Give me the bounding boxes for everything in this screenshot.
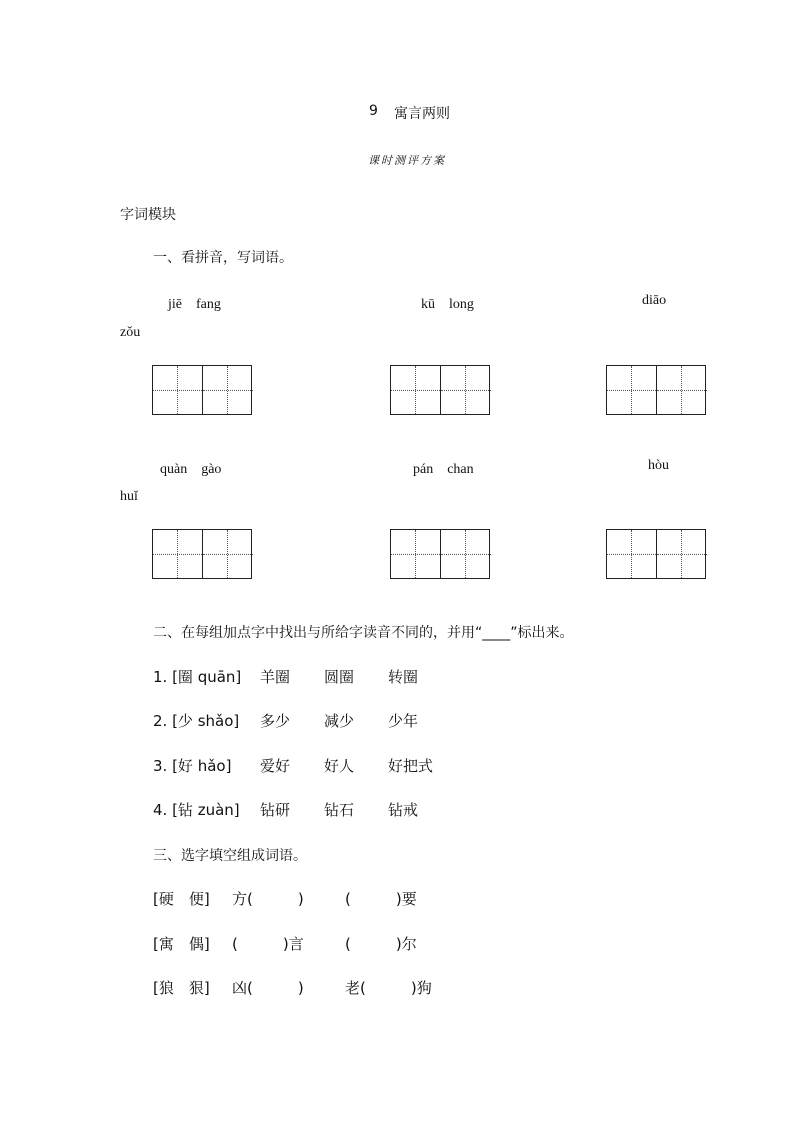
section1-heading: 一、看拼音，写词语。 — [153, 250, 293, 266]
pinyin-pan-chan: pán chan — [413, 462, 474, 477]
pinyin-hui: huǐ — [120, 489, 138, 504]
section2-heading: 二、在每组加点字中找出与所给字读音不同的，并用“____”标出来。 — [153, 625, 574, 641]
word-option[interactable]: 圆圈 — [324, 668, 355, 686]
word-option[interactable]: 钻石 — [324, 801, 355, 819]
fill-blank[interactable]: 凶( ) — [232, 979, 304, 997]
pinyin-jie-fang: jiē fang — [168, 297, 221, 312]
pinyin-quan-gao: quàn gào — [160, 462, 222, 477]
fill-blank[interactable]: ( )要 — [345, 890, 417, 908]
writing-grid[interactable] — [606, 529, 706, 579]
lesson-number: 9 — [369, 103, 378, 119]
writing-grid[interactable] — [606, 365, 706, 415]
word-option[interactable]: 少年 — [388, 712, 419, 730]
pinyin-diao: diāo — [642, 293, 667, 308]
writing-grid[interactable] — [390, 529, 490, 579]
item-label: 3. [好 hǎo] — [153, 757, 232, 775]
word-option[interactable]: 钻研 — [260, 801, 291, 819]
word-option[interactable]: 减少 — [324, 712, 355, 730]
pinyin-hou: hòu — [648, 458, 669, 473]
fill-blank[interactable]: ( )言 — [232, 935, 304, 953]
word-option[interactable]: 钻戒 — [388, 801, 419, 819]
fill-blank[interactable]: 老( )狗 — [345, 979, 432, 997]
word-option[interactable]: 好人 — [324, 757, 355, 775]
writing-grid[interactable] — [152, 365, 252, 415]
writing-grid[interactable] — [152, 529, 252, 579]
module-label: 字词模块 — [120, 207, 176, 223]
word-option[interactable]: 羊圈 — [260, 668, 291, 686]
char-group: [寓 偶] — [153, 935, 210, 953]
word-option[interactable]: 好把式 — [388, 757, 434, 775]
fill-blank[interactable]: 方( ) — [232, 890, 304, 908]
fill-blank[interactable]: ( )尔 — [345, 935, 417, 953]
item-label: 2. [少 shǎo] — [153, 712, 240, 730]
char-group: [狼 狠] — [153, 979, 210, 997]
pinyin-zou: zǒu — [120, 325, 141, 340]
writing-grid[interactable] — [390, 365, 490, 415]
item-label: 1. [圈 quān] — [153, 668, 242, 686]
page-subtitle: 课时测评方案 — [368, 154, 446, 167]
word-option[interactable]: 转圈 — [388, 668, 419, 686]
page-title: 寓言两则 — [394, 106, 450, 122]
char-group: [硬 便] — [153, 890, 210, 908]
pinyin-ku-long: kū long — [421, 297, 474, 312]
word-option[interactable]: 爱好 — [260, 757, 291, 775]
section3-heading: 三、选字填空组成词语。 — [153, 848, 307, 864]
word-option[interactable]: 多少 — [260, 712, 291, 730]
item-label: 4. [钻 zuàn] — [153, 801, 240, 819]
